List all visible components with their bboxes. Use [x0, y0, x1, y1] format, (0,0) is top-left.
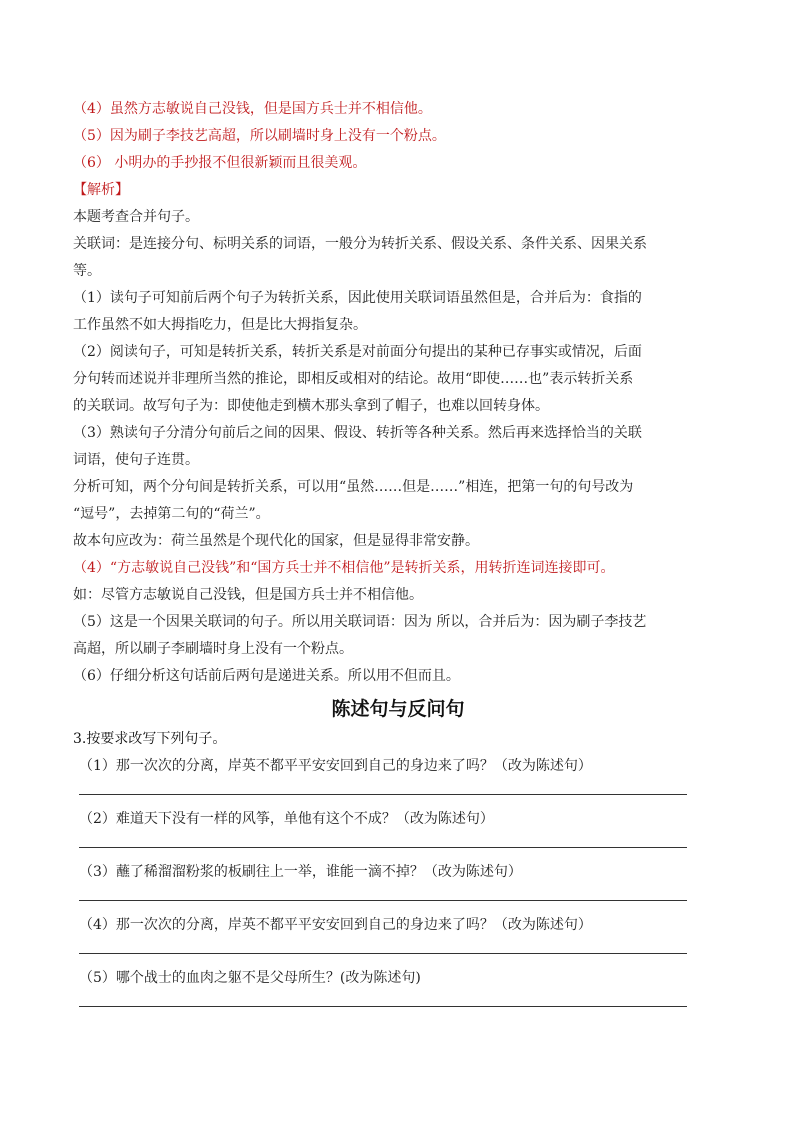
question-3-item-1	[73, 753, 723, 795]
analysis-part-1-line-1: （1）读句子可知前后两个句子为转折关系，因此使用关联词语虽然但是，合并后为：食指的	[73, 290, 642, 306]
question-3-item-3-text: （3）蘸了稀溜溜粉浆的板刷往上一举，谁能一滴不掉？（改为陈述句）	[79, 864, 522, 880]
question-3-item-5	[73, 965, 723, 1007]
answer-item-6: （6） 小明办的手抄报不但很新颖而且很美观。	[73, 155, 367, 171]
analysis-intro: 本题考查合并句子。	[73, 209, 199, 225]
answer-item-5: （5）因为刷子李技艺高超，所以刷墙时身上没有一个粉点。	[73, 128, 446, 144]
analysis-part-2-line-1: （2）阅读句子，可知是转折关系，转折关系是对前面分句提出的某种已存事实或情况，后面	[73, 344, 642, 360]
analysis-part-3-line-2: 词语，使句子连贯。	[73, 452, 199, 468]
analysis-part-4-line-1: （4）“方志敏说自己没钱”和“国方兵士并不相信他”是转折关系，用转折连词连接即可。	[73, 560, 615, 576]
analysis-part-3-line-3: 分析可知，两个分句间是转折关系，可以用“虽然……但是……”相连，把第一句的句号改为	[73, 479, 634, 495]
analysis-part-2-line-3: 的关联词。故写句子为：即使他走到横木那头拿到了帽子，也难以回转身体。	[73, 398, 549, 414]
question-3-item-4	[73, 912, 723, 954]
analysis-definition-line-2: 等。	[73, 263, 101, 279]
analysis-part-1-line-2: 工作虽然不如大拇指吃力，但是比大拇指复杂。	[73, 317, 367, 333]
question-3-item-4-text: （4）那一次次的分离，岸英不都平平安安回到自己的身边来了吗？（改为陈述句）	[79, 917, 592, 933]
analysis-definition-line-1: 关联词：是连接分句、标明关系的词语，一般分为转折关系、假设关系、条件关系、因果关系	[73, 236, 647, 252]
question-3-item-3	[73, 859, 723, 901]
analysis-heading: 【解析】	[73, 182, 129, 198]
answer-item-4: （4）虽然方志敏说自己没钱，但是国方兵士并不相信他。	[73, 101, 432, 117]
analysis-part-3-line-1: （3）熟读句子分清分句前后之间的因果、假设、转折等各种关系。然后再来选择恰当的关联	[73, 425, 642, 441]
analysis-part-6-line-1: （6）仔细分析这句话前后两句是递进关系。所以用不但而且。	[73, 668, 460, 684]
document-page	[73, 96, 723, 1007]
section-title: 陈述句与反问句	[331, 698, 465, 720]
analysis-part-5-line-2: 高超，所以刷子李刷墙时身上没有一个粉点。	[73, 641, 353, 657]
analysis-part-5-line-1: （5）这是一个因果关联词的句子。所以用关联词语：因为 所以，合并后为：因为刷子李技艺	[73, 614, 647, 630]
answer-line-5[interactable]	[79, 1006, 687, 1007]
question-3-item-2	[73, 806, 723, 848]
analysis-part-2-line-2	[73, 366, 723, 393]
question-3-item-5-text: （5）哪个战士的血肉之躯不是父母所生？(改为陈述句)	[79, 970, 421, 986]
analysis-part-3-line-5: 故本句应改为：荷兰虽然是个现代化的国家，但是显得非常安静。	[73, 533, 479, 549]
question-3-stem: 3.按要求改写下列句子。	[73, 731, 227, 747]
analysis-part-3-line-4: “逗号”，去掉第二句的“荷兰”。	[73, 506, 270, 522]
question-3-item-1-text: （1）那一次次的分离，岸英不都平平安安回到自己的身边来了吗？（改为陈述句）	[79, 758, 592, 774]
analysis-part-4-line-2: 如：尽管方志敏说自己没钱，但是国方兵士并不相信他。	[73, 587, 423, 603]
question-3-item-2-text: （2）难道天下没有一样的风筝，单他有这个不成？（改为陈述句）	[79, 811, 494, 827]
analysis-part-2-line-2-text: 分句转而述说并非理所当然的推论，即相反或相对的结论。故用“即使……也”表示转折关系	[73, 371, 634, 387]
